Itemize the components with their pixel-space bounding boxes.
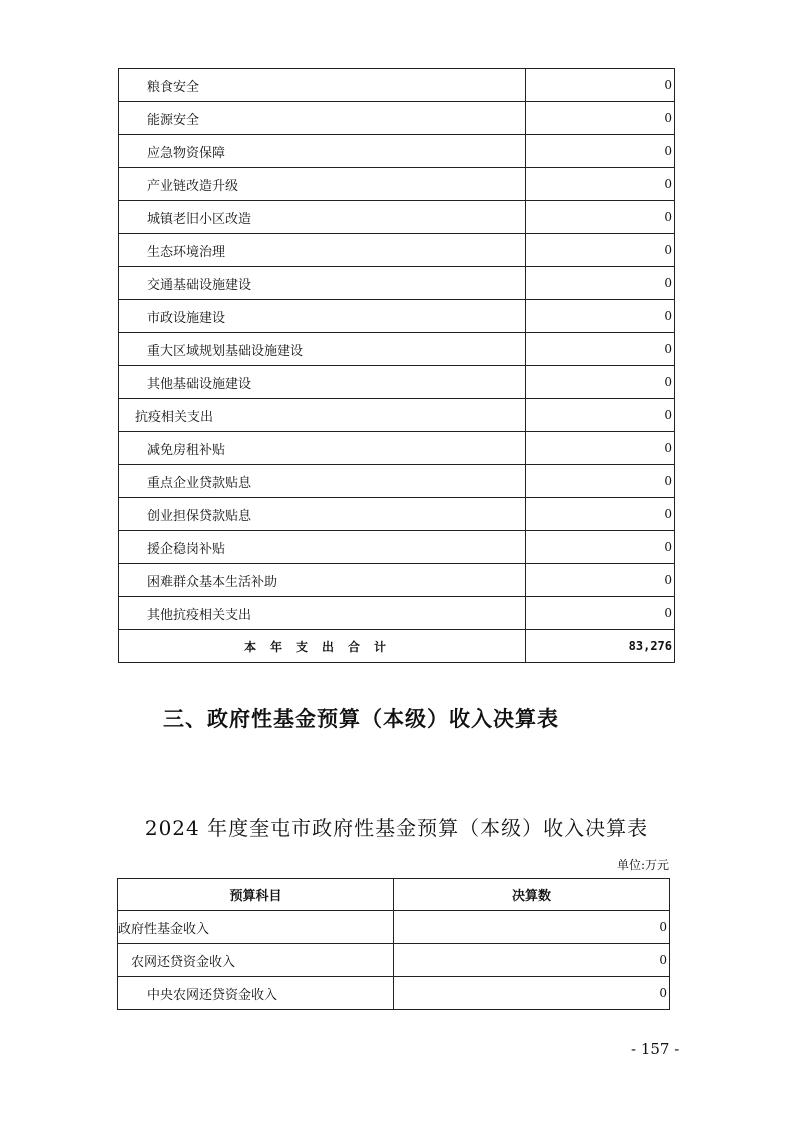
- table-row: [119, 465, 675, 498]
- row-label: 创业担保贷款贴息: [119, 498, 526, 531]
- table-header-row: [118, 879, 670, 911]
- row-label: 援企稳岗补贴: [119, 531, 526, 564]
- table-row: [118, 977, 670, 1010]
- table-row: [119, 234, 675, 267]
- row-value: 0: [526, 201, 675, 234]
- total-value: 83,276: [526, 630, 675, 663]
- row-value: 0: [526, 234, 675, 267]
- table-row: [118, 944, 670, 977]
- table-row: [119, 366, 675, 399]
- row-value: 0: [526, 432, 675, 465]
- page-number: - 157 -: [631, 1040, 680, 1058]
- row-value: 0: [394, 911, 670, 944]
- row-value: 0: [526, 267, 675, 300]
- total-label: 本年支出合计: [119, 630, 526, 663]
- total-row: [119, 630, 675, 663]
- section-heading: 三、政府性基金预算（本级）收入决算表: [163, 707, 559, 731]
- row-value: 0: [394, 944, 670, 977]
- row-label: 重点企业贷款贴息: [119, 465, 526, 498]
- row-label: 其他基础设施建设: [119, 366, 526, 399]
- table-row: [119, 531, 675, 564]
- table-row: [119, 168, 675, 201]
- row-label: 市政设施建设: [119, 300, 526, 333]
- row-value: 0: [526, 366, 675, 399]
- row-value: 0: [526, 465, 675, 498]
- table-row: [119, 498, 675, 531]
- revenue-table: [117, 878, 670, 1010]
- row-label: 政府性基金收入: [118, 911, 394, 944]
- table-row: [119, 432, 675, 465]
- unit-label: 单位:万元: [616, 858, 669, 872]
- row-label: 产业链改造升级: [119, 168, 526, 201]
- row-value: 0: [526, 135, 675, 168]
- table-row: [118, 911, 670, 944]
- table-title: 2024 年度奎屯市政府性基金预算（本级）收入决算表: [144, 816, 649, 840]
- column-header-subject: 预算科目: [118, 879, 394, 911]
- row-label: 困难群众基本生活补助: [119, 564, 526, 597]
- row-value: 0: [526, 300, 675, 333]
- table-row: [119, 597, 675, 630]
- row-label: 应急物资保障: [119, 135, 526, 168]
- row-value: 0: [526, 168, 675, 201]
- table-row: [119, 333, 675, 366]
- row-label: 能源安全: [119, 102, 526, 135]
- row-value: 0: [526, 69, 675, 102]
- table-row: [119, 300, 675, 333]
- row-value: 0: [526, 498, 675, 531]
- row-value: 0: [526, 399, 675, 432]
- row-value: 0: [526, 597, 675, 630]
- row-label: 交通基础设施建设: [119, 267, 526, 300]
- row-value: 0: [526, 564, 675, 597]
- row-value: 0: [526, 102, 675, 135]
- row-value: 0: [526, 531, 675, 564]
- row-label: 抗疫相关支出: [119, 399, 526, 432]
- row-value: 0: [394, 977, 670, 1010]
- row-label: 中央农网还贷资金收入: [118, 977, 394, 1010]
- table-row: [119, 102, 675, 135]
- table-row: [119, 201, 675, 234]
- table-row: [119, 399, 675, 432]
- table-row: [119, 69, 675, 102]
- row-label: 生态环境治理: [119, 234, 526, 267]
- row-label: 重大区域规划基础设施建设: [119, 333, 526, 366]
- row-value: 0: [526, 333, 675, 366]
- table-row: [119, 267, 675, 300]
- table-row: [119, 564, 675, 597]
- row-label: 粮食安全: [119, 69, 526, 102]
- row-label: 其他抗疫相关支出: [119, 597, 526, 630]
- row-label: 减免房租补贴: [119, 432, 526, 465]
- column-header-amount: 决算数: [394, 879, 670, 911]
- row-label: 农网还贷资金收入: [118, 944, 394, 977]
- row-label: 城镇老旧小区改造: [119, 201, 526, 234]
- expenditure-table: [118, 68, 675, 663]
- table-row: [119, 135, 675, 168]
